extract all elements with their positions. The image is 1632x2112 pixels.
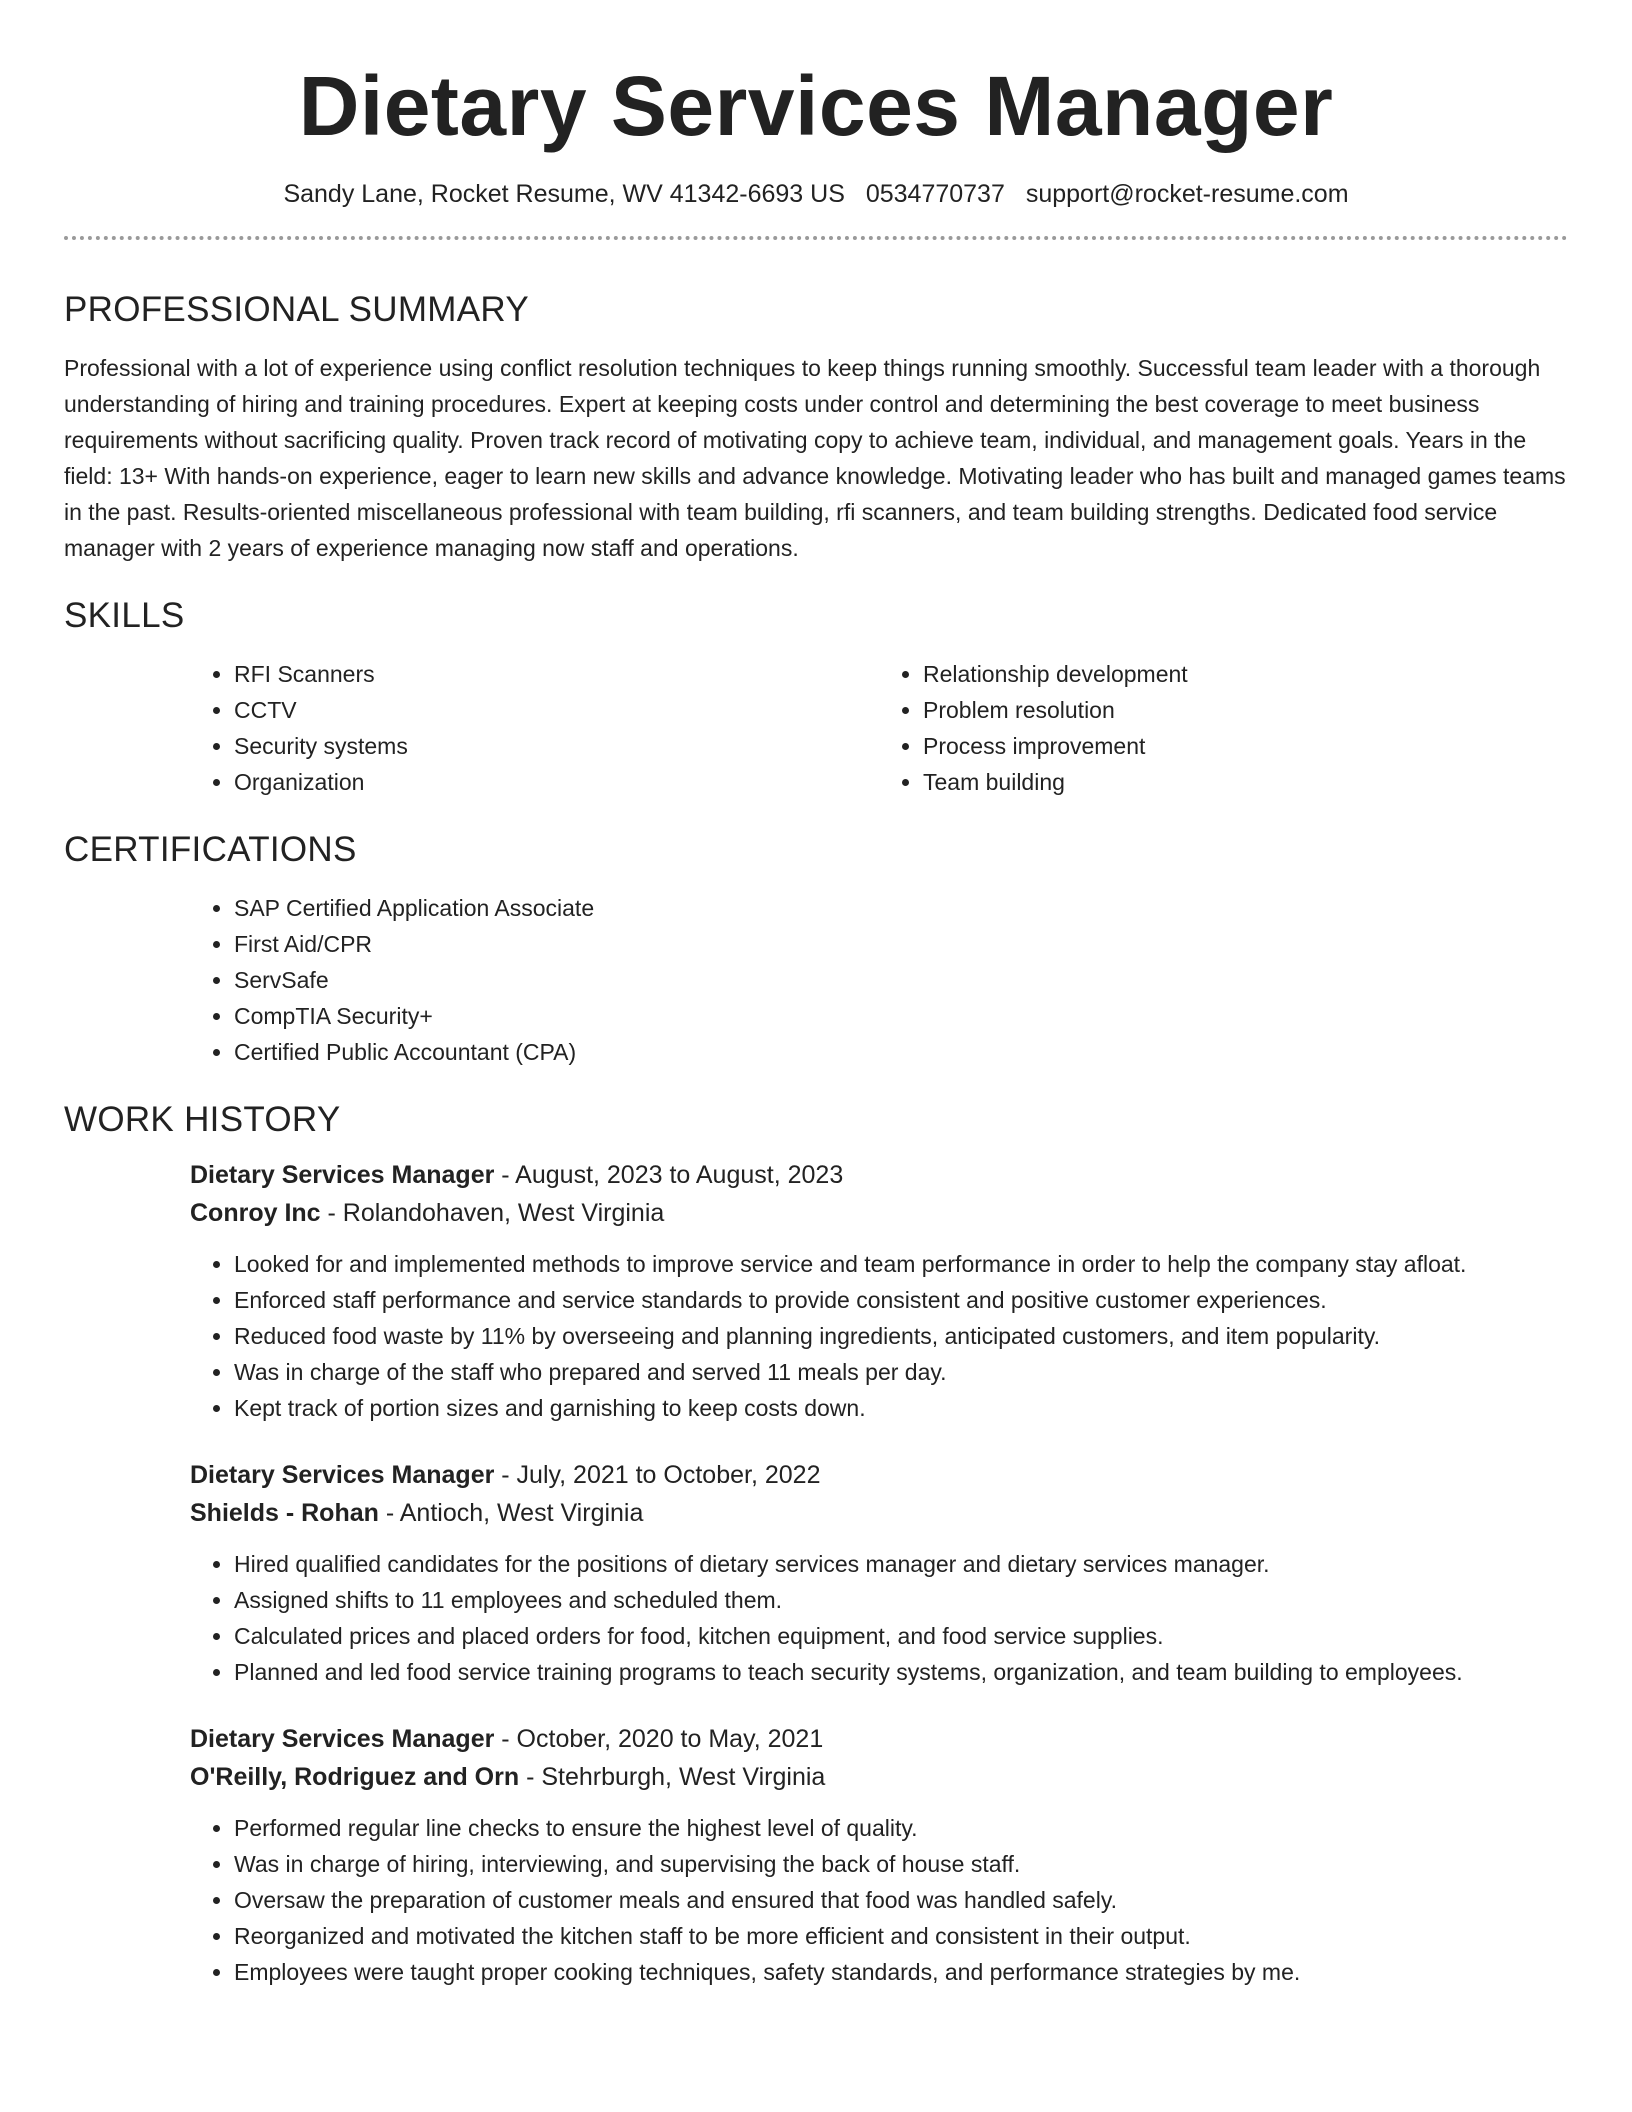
skills-column-right	[879, 656, 1568, 800]
list-item: • RFI Scanners	[234, 656, 879, 692]
company-location: - Stehrburgh, West Virginia	[519, 1763, 826, 1791]
work-history-section	[64, 1098, 1568, 1990]
list-item: • Oversaw the preparation of customer meals and ensured that food was handled safely.	[234, 1882, 1568, 1918]
summary-section	[64, 288, 1568, 566]
job-dates: - October, 2020 to May, 2021	[494, 1725, 824, 1753]
job-entry	[190, 1456, 1568, 1690]
list-item: • CompTIA Security+	[234, 998, 1568, 1034]
list-item: • Employees were taught proper cooking techniques, safety standards, and performance strategies by me.	[234, 1954, 1568, 1990]
section-title-skills: SKILLS	[64, 596, 185, 635]
resume-page	[64, 0, 1568, 1990]
list-item: • Process improvement	[923, 728, 1568, 764]
company-line	[190, 1758, 1568, 1796]
contact-address: Sandy Lane, Rocket Resume, WV 41342-6693 US	[283, 180, 845, 208]
list-item: • SAP Certified Application Associate	[234, 890, 1568, 926]
job-entry	[190, 1156, 1568, 1426]
job-title: Dietary Services Manager	[190, 1161, 495, 1189]
list-item: • Kept track of portion sizes and garnishing to keep costs down.	[234, 1390, 1568, 1426]
list-item: • Security systems	[234, 728, 879, 764]
list-item: • Reorganized and motivated the kitchen staff to be more efficient and consistent in their output.	[234, 1918, 1568, 1954]
contact-line	[64, 178, 1568, 210]
job-bullets	[190, 1546, 1568, 1690]
list-item: • First Aid/CPR	[234, 926, 1568, 962]
list-item: • Problem resolution	[923, 692, 1568, 728]
company-name: Conroy Inc	[190, 1199, 321, 1227]
company-name: Shields - Rohan	[190, 1499, 379, 1527]
list-item: • Calculated prices and placed orders for food, kitchen equipment, and food service supplies.	[234, 1618, 1568, 1654]
list-item: • Performed regular line checks to ensure the highest level of quality.	[234, 1810, 1568, 1846]
skills-section	[64, 594, 1568, 800]
section-title-summary: PROFESSIONAL SUMMARY	[64, 290, 529, 329]
job-entry	[190, 1720, 1568, 1990]
job-dates: - July, 2021 to October, 2022	[494, 1461, 821, 1489]
certifications-list	[190, 890, 1568, 1070]
company-line	[190, 1494, 1568, 1532]
list-item: • Enforced staff performance and service standards to provide consistent and positive customer experiences.	[234, 1282, 1568, 1318]
list-item: • Was in charge of hiring, interviewing, and supervising the back of house staff.	[234, 1846, 1568, 1882]
list-item: • Certified Public Accountant (CPA)	[234, 1034, 1568, 1070]
job-bullets	[190, 1810, 1568, 1990]
certifications-section	[64, 828, 1568, 1070]
list-item: • Hired qualified candidates for the positions of dietary services manager and dietary services manager.	[234, 1546, 1568, 1582]
section-title-work-history: WORK HISTORY	[64, 1100, 341, 1139]
list-item: • Was in charge of the staff who prepared and served 11 meals per day.	[234, 1354, 1568, 1390]
header-divider	[64, 236, 1568, 240]
list-item: • Relationship development	[923, 656, 1568, 692]
job-title-line	[190, 1156, 1568, 1194]
list-item: • Organization	[234, 764, 879, 800]
resume-name: Dietary Services Manager	[298, 59, 1334, 153]
list-item: • Looked for and implemented methods to improve service and team performance in order to help the company stay afloat.	[234, 1246, 1568, 1282]
skills-list	[190, 656, 1568, 800]
list-item: • Team building	[923, 764, 1568, 800]
contact-email: support@rocket-resume.com	[1025, 180, 1349, 208]
list-item: • ServSafe	[234, 962, 1568, 998]
contact-phone: 0534770737	[865, 180, 1005, 208]
list-item: • Reduced food waste by 11% by overseeing and planning ingredients, anticipated customers, and item popularity.	[234, 1318, 1568, 1354]
list-item: • Assigned shifts to 11 employees and scheduled them.	[234, 1582, 1568, 1618]
job-bullets	[190, 1246, 1568, 1426]
job-title-line	[190, 1456, 1568, 1494]
company-line	[190, 1194, 1568, 1232]
job-title: Dietary Services Manager	[190, 1461, 495, 1489]
job-title-line	[190, 1720, 1568, 1758]
company-name: O'Reilly, Rodriguez and Orn	[190, 1763, 520, 1791]
section-title-certifications: CERTIFICATIONS	[64, 830, 357, 869]
job-title: Dietary Services Manager	[190, 1725, 495, 1753]
skills-column-left	[190, 656, 879, 800]
company-location: - Rolandohaven, West Virginia	[320, 1199, 665, 1227]
summary-text: Professional with a lot of experience using conflict resolution techniques to keep things running smoothly. Successful team leader with a thorough understanding of hiring and training procedures. Expert at keeping costs under control and determining the best coverage to meet business requirements without sacrificing quality. Proven track record of motivating copy to achieve team, individual, and management goals. Years in the field: 13+ With hands-on experience, eager to learn new skills and advance knowledge. Motivating leader who has built and managed games teams in the past. Results-oriented miscellaneous professional with team building, rfi scanners, and team building strengths. Dedicated food service manager with 2 years of experience managing now staff and operations.	[64, 355, 1566, 561]
company-location: - Antioch, West Virginia	[378, 1499, 644, 1527]
list-item: • Planned and led food service training programs to teach security systems, organization, and team building to employees.	[234, 1654, 1568, 1690]
job-dates: - August, 2023 to August, 2023	[494, 1161, 844, 1189]
list-item: • CCTV	[234, 692, 879, 728]
